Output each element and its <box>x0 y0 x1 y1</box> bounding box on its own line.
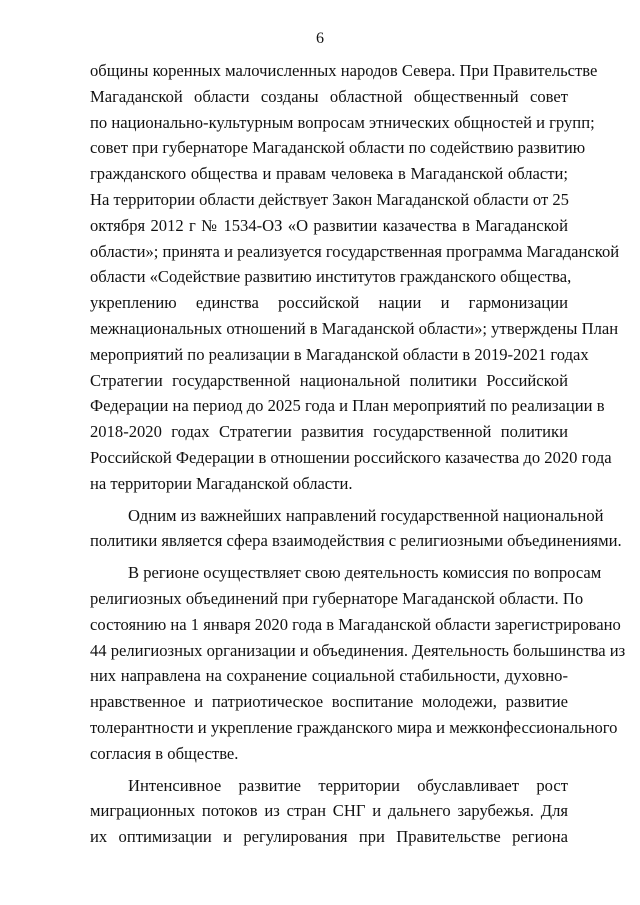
document-body <box>90 58 626 850</box>
text-line: октября 2012 г № 1534-ОЗ «О развитии казачества в Магаданской <box>90 215 568 235</box>
text-line: нравственное и патриотическое воспитание молодежи, развитие <box>90 692 568 712</box>
text-line: 44 религиозных организации и объединения. Деятельность большинства из <box>90 640 626 660</box>
text-line: укреплению единства российской нации и гармонизации <box>90 293 568 313</box>
text-line: по национально-культурным вопросам этнических общностей и групп; <box>90 112 595 132</box>
paragraph <box>90 560 626 766</box>
text-line: толерантности и укрепление гражданского мира и межконфессионального <box>90 717 618 737</box>
text-line: религиозных объединений при губернаторе Магаданской области. По <box>90 588 584 608</box>
paragraph <box>90 58 620 497</box>
text-line: мероприятий по реализации в Магаданской области в 2019-2021 годах <box>90 344 589 364</box>
text-line: Стратегии государственной национальной политики Российской <box>90 370 568 390</box>
text-line: Федерации на период до 2025 года и План мероприятий по реализации в <box>90 396 605 416</box>
text-line: В регионе осуществляет свою деятельность комиссия по вопросам <box>128 563 602 583</box>
text-line: состоянию на 1 января 2020 года в Магаданской области зарегистрировано <box>90 614 621 634</box>
text-line: общины коренных малочисленных народов Севера. При Правительстве <box>90 61 598 80</box>
text-line: На территории области действует Закон Магаданской области от 25 <box>90 189 569 209</box>
paragraph <box>90 773 568 850</box>
text-line: области»; принята и реализуется государственная программа Магаданской <box>90 241 620 261</box>
text-line: на территории Магаданской области. <box>90 473 353 493</box>
text-line: 2018-2020 годах Стратегии развития государственной политики <box>90 422 568 442</box>
text-line: области «Содействие развитию институтов гражданского общества, <box>90 267 572 287</box>
text-line: них направлена на сохранение социальной стабильности, духовно- <box>90 666 568 686</box>
text-line: Российской Федерации в отношении российского казачества до 2020 года <box>90 447 612 467</box>
text-line: политики является сфера взаимодействия с религиозными объединениями. <box>90 531 622 551</box>
text-line: Магаданской области созданы областной общественный совет <box>90 86 568 106</box>
text-line: гражданского общества и правам человека в Магаданской области; <box>90 164 568 184</box>
text-line: совет при губернаторе Магаданской области по содействию развитию <box>90 138 586 158</box>
text-line: Интенсивное развитие территории обуславливает рост <box>128 775 568 795</box>
text-line: согласия в обществе. <box>90 743 239 763</box>
page-number: 6 <box>316 30 324 47</box>
text-line: миграционных потоков из стран СНГ и дальнего зарубежья. Для <box>90 801 568 821</box>
text-line: Одним из важнейших направлений государственной национальной <box>128 505 604 525</box>
text-line: межнациональных отношений в Магаданской области»; утверждены План <box>90 318 619 338</box>
paragraph <box>90 503 622 555</box>
text-line: их оптимизации и регулирования при Правительстве региона <box>90 827 568 847</box>
